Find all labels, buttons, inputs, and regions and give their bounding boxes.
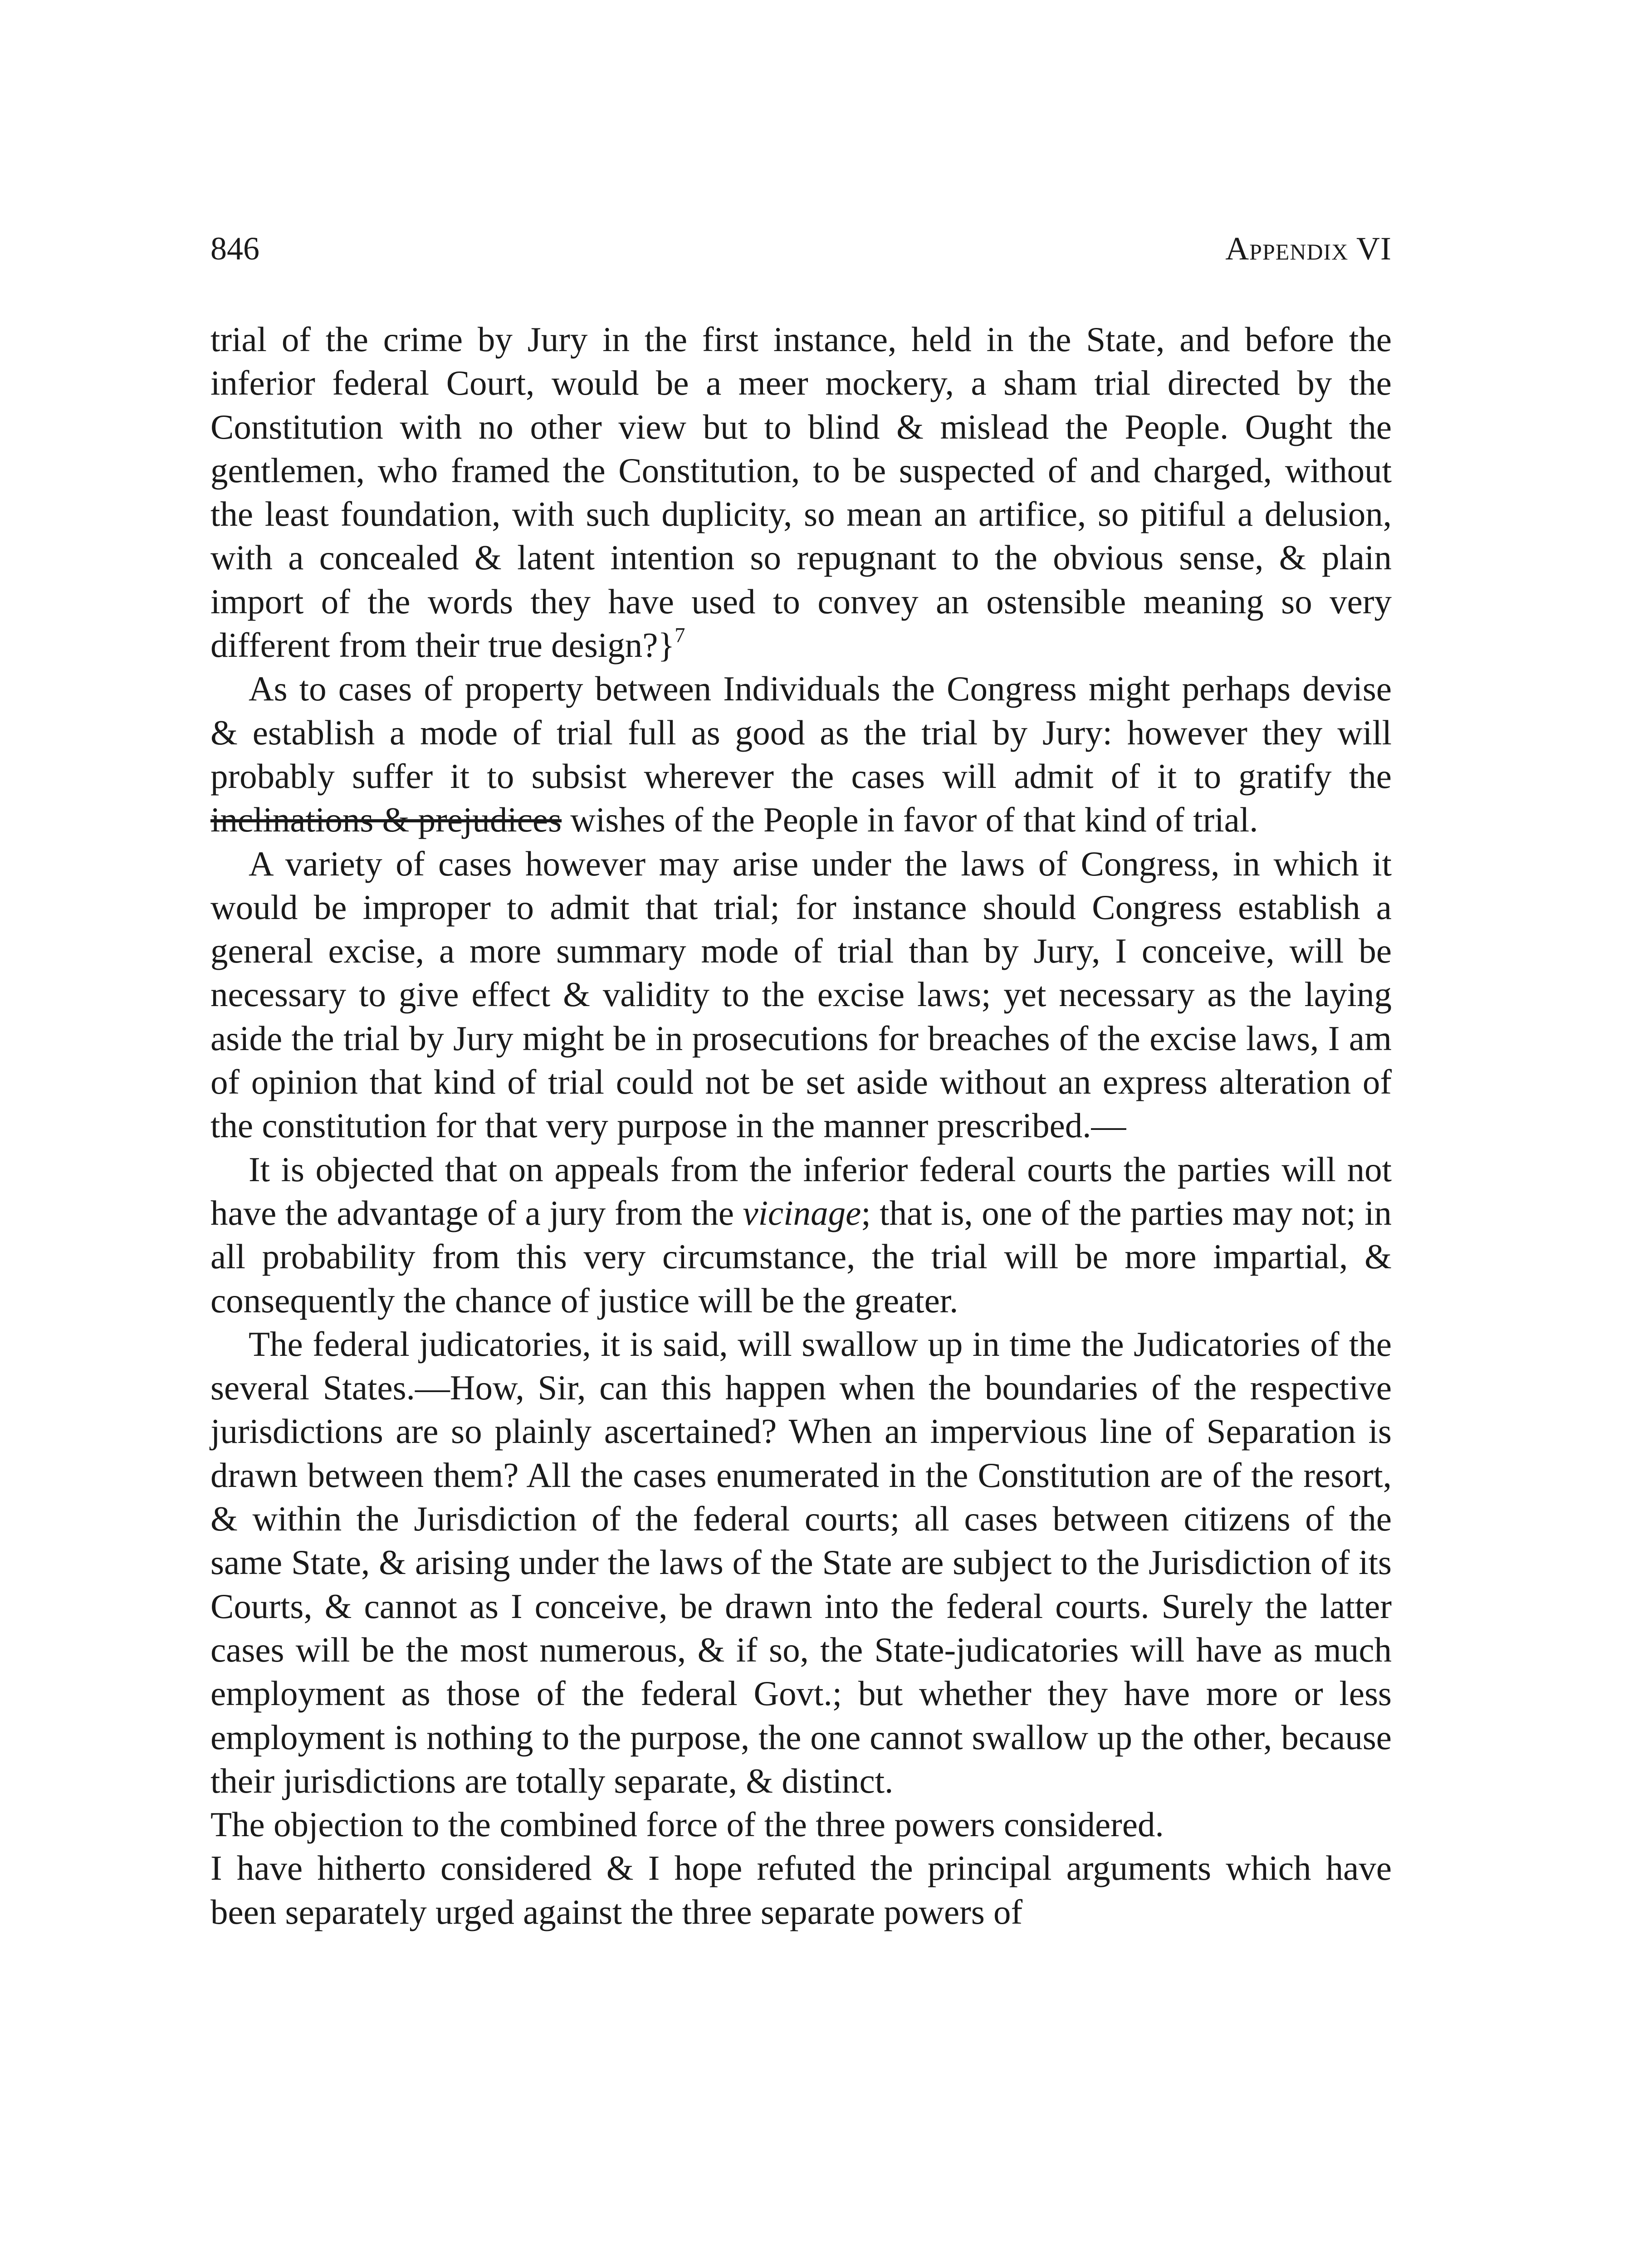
struck-text: inclinations & prejudices <box>210 800 562 840</box>
footnote-marker: 7 <box>675 623 685 647</box>
document-page <box>210 0 1392 2268</box>
paragraph-2-text-start: As to cases of property between Individuals the Congress might perhaps devise & establish a mode of trial full as good as the trial by Jury: however they will probably suffer it to subsist wherever the cases will admit of it to gratify the <box>210 669 1392 796</box>
italic-term: vicinage <box>743 1193 861 1232</box>
paragraph-3: A variety of cases however may arise under the laws of Congress, in which it would be improper to admit that trial; for instance should Congress establish a general excise, a more summary mode of trial than by Jury, I conceive, will be necessary to give effect & validity to the excise laws; yet necessary as the laying aside the trial by Jury might be in prosecutions for breaches of the excise laws, I am of opinion that kind of trial could not be set aside without an express alteration of the constitution for that very purpose in the manner prescribed.— <box>210 844 1392 1145</box>
page-number: 846 <box>210 230 259 267</box>
paragraph-6: The objection to the combined force of the three powers considered. <box>210 1805 1164 1844</box>
paragraph-2-text-end: wishes of the People in favor of that kind of trial. <box>562 800 1258 840</box>
paragraph-2 <box>210 667 1392 841</box>
paragraph-1-text: trial of the crime by Jury in the first instance, held in the State, and before the inferior federal Court, would be a meer mockery, a sham trial directed by the Constitution with no other view but to blind & mislead the People. Ought the gentlemen, who framed the Constitution, to be suspected of and charged, without the least foundation, with such duplicity, so mean an artifice, so pitiful a delusion, with a concealed & latent intention so repugnant to the obvious sense, & plain import of the words they have used to convey an ostensible meaning so very different from their true design?} <box>210 320 1392 665</box>
paragraph-4-text-end: ; that is, one of the parties may not; in all probability from this very circumstance, the trial will be more impartial, & consequently the chance of justice will be the greater. <box>210 1193 1392 1320</box>
paragraph-4 <box>210 1148 1392 1322</box>
paragraph-1 <box>210 318 1392 667</box>
paragraph-4-text-start: It is objected that on appeals from the inferior federal courts the parties will not have the advantage of a jury from the <box>210 1149 1392 1232</box>
body-text <box>210 318 1392 1934</box>
paragraph-5: The federal judicatories, it is said, will swallow up in time the Judicatories of the several States.—How, Sir, can this happen when the boundaries of the respective jurisdictions are so plainly ascertained? When an impervious line of Separation is drawn between them? All the cases enumerated in the Constitution are of the resort, & within the Jurisdiction of the federal courts; all cases between citizens of the same State, & arising under the laws of the State are subject to the Jurisdiction of its Courts, & cannot as I conceive, be drawn into the federal courts. Surely the latter cases will be the most numerous, & if so, the State-judicatories will have as much employment as those of the federal Govt.; but whether they have more or less employment is nothing to the purpose, the one cannot swallow up the other, because their jurisdictions are totally separate, & distinct. <box>210 1324 1392 1800</box>
paragraph-7: I have hitherto considered & I hope refuted the principal arguments which have been separately urged against the three separate powers of <box>210 1848 1392 1931</box>
section-title: Appendix VI <box>1225 230 1392 267</box>
running-head <box>210 226 1392 271</box>
